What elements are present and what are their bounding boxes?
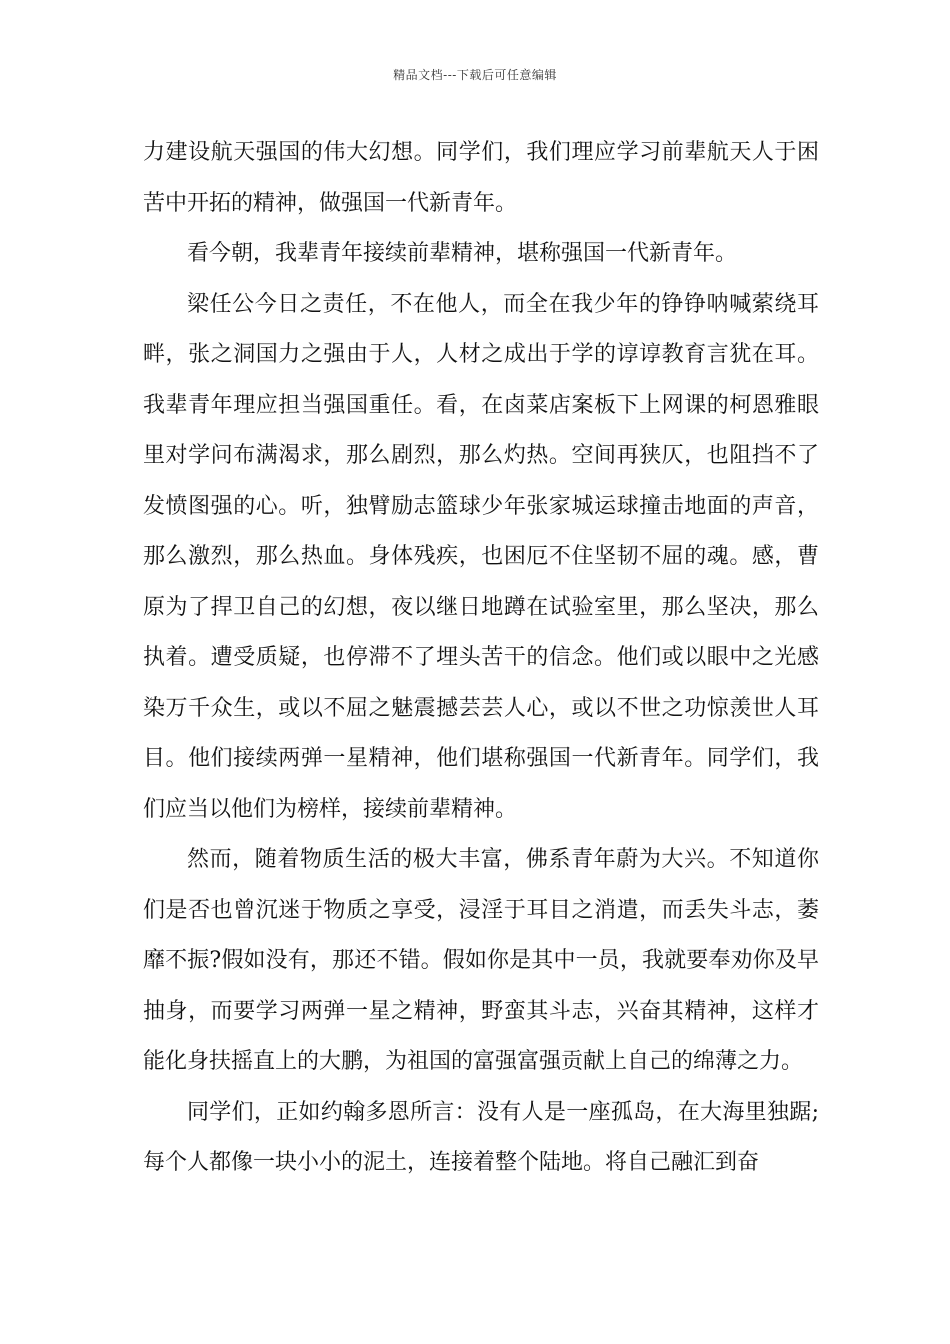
paragraph: 梁任公今日之责任，不在他人，而全在我少年的铮铮呐喊萦绕耳畔，张之洞国力之强由于人，人材之成出于学的谆谆教育言犹在耳。我辈青年理应担当强国重任。看，在卤菜店案板下上网课的柯恩雅眼里对学问布满渴求，那么剧烈，那么灼热。空间再狭仄，也阻挡不了发愤图强的心。听，独臂励志篮球少年张家城运球撞击地面的声音，那么激烈，那么热血。身体残疾，也困厄不住坚韧不屈的魂。感，曹原为了捍卫自己的幻想，夜以继日地蹲在试验室里，那么坚决，那么执着。遭受质疑，也停滞不了埋头苦干的信念。他们或以眼中之光感染万千众生，或以不屈之魅震撼芸芸人心，或以不世之功惊羡世人耳目。他们接续两弹一星精神，他们堪称强国一代新青年。同学们，我们应当以他们为榜样，接续前辈精神。 [143, 291, 819, 822]
paragraph-continuation: 力建设航天强国的伟大幻想。同学们，我们理应学习前辈航天人于困苦中开拓的精神，做强国一代新青年。 [143, 140, 819, 216]
paragraph: 看今朝，我辈青年接续前辈精神，堪称强国一代新青年。 [187, 241, 738, 266]
paragraph: 同学们，正如约翰多恩所言：没有人是一座孤岛，在大海里独踞;每个人都像一块小小的泥土，连接着整个陆地。将自己融汇到奋 [143, 1099, 819, 1175]
document-body [143, 128, 819, 1189]
page-header: 精品文档---下载后可任意编辑 [393, 68, 557, 82]
paragraph: 然而，随着物质生活的极大丰富，佛系青年蔚为大兴。不知道你们是否也曾沉迷于物质之享受，浸淫于耳目之消遣，而丢失斗志，萎靡不振?假如没有，那还不错。假如你是其中一员，我就要奉劝你及早抽身，而要学习两弹一星之精神，野蛮其斗志，兴奋其精神，这样才能化身扶摇直上的大鹏，为祖国的富强富强贡献上自己的绵薄之力。 [143, 847, 819, 1074]
